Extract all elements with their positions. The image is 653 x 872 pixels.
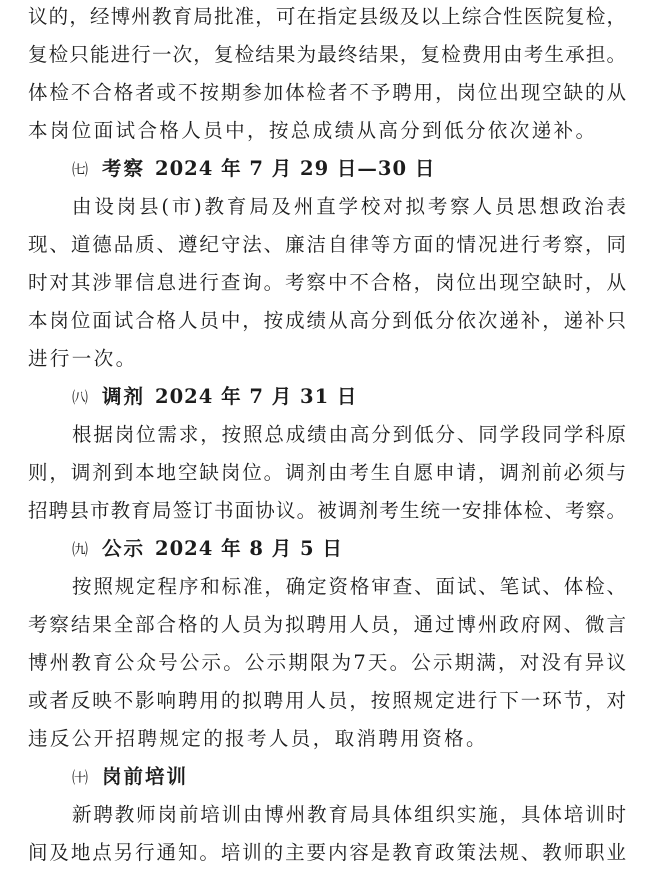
paragraph-line: 间及地点另行通知。培训的主要内容是教育政策法规、教师职业 (28, 841, 626, 864)
paragraph-line: 本岗位面试合格人员中，按总成绩从高分到低分依次递补。 (28, 119, 598, 142)
section-title: 考察 (102, 157, 146, 180)
section-number: ㈦ (72, 160, 89, 179)
document-page (28, 0, 626, 872)
section-heading-7 (28, 150, 626, 188)
section-date: 2024 年 7 月 31 日 (155, 385, 358, 408)
paragraph-line: 现、道德品质、遵纪守法、廉洁自律等方面的情况进行考察，同 (28, 233, 626, 256)
section-date: 2024 年 7 月 29 日—30 日 (155, 157, 436, 180)
section-number: ㈩ (72, 768, 89, 787)
paragraph-line: 进行一次。 (28, 347, 138, 370)
paragraph-line: 按照规定程序和标准，确定资格审查、面试、笔试、体检、 (72, 575, 626, 598)
paragraph-line: 时对其涉罪信息进行查询。考察中不合格，岗位出现空缺时，从 (28, 271, 626, 294)
section-title: 公示 (102, 537, 146, 560)
section-title: 调剂 (102, 385, 146, 408)
paragraph-line: 根据岗位需求，按照总成绩由高分到低分、同学段同学科原 (72, 423, 626, 446)
paragraph-line: 考察结果全部合格的人员为拟聘用人员，通过博州政府网、微言 (28, 613, 626, 636)
paragraph-line: 复检只能进行一次，复检结果为最终结果，复检费用由考生承担。 (28, 43, 626, 66)
section-heading-9 (28, 530, 626, 568)
section-date: 2024 年 8 月 5 日 (155, 537, 343, 560)
section-number: ㈧ (72, 388, 89, 407)
section-heading-10 (28, 758, 626, 796)
paragraph-line: 本岗位面试合格人员中，按成绩从高分到低分依次递补，递补只 (28, 309, 626, 332)
section-number: ㈨ (72, 540, 89, 559)
paragraph-line: 议的，经博州教育局批准，可在指定县级及以上综合性医院复检， (28, 5, 626, 28)
paragraph-line: 招聘县市教育局签订书面协议。被调剂考生统一安排体检、考察。 (28, 499, 626, 522)
section-heading-8 (28, 378, 626, 416)
paragraph-line: 体检不合格者或不按期参加体检者不予聘用，岗位出现空缺的从 (28, 81, 626, 104)
paragraph-line: 或者反映不影响聘用的拟聘用人员，按照规定进行下一环节，对 (28, 689, 626, 712)
paragraph-line: 违反公开招聘规定的报考人员，取消聘用资格。 (28, 727, 488, 750)
paragraph-line: 由设岗县(市)教育局及州直学校对拟考察人员思想政治表 (72, 195, 626, 218)
section-title: 岗前培训 (102, 765, 189, 788)
paragraph-line: 新聘教师岗前培训由博州教育局具体组织实施，具体培训时 (72, 803, 626, 826)
paragraph-line: 则，调剂到本地空缺岗位。调剂由考生自愿申请，调剂前必须与 (28, 461, 626, 484)
paragraph-line: 博州教育公众号公示。公示期限为7天。公示期满，对没有异议 (28, 651, 626, 674)
